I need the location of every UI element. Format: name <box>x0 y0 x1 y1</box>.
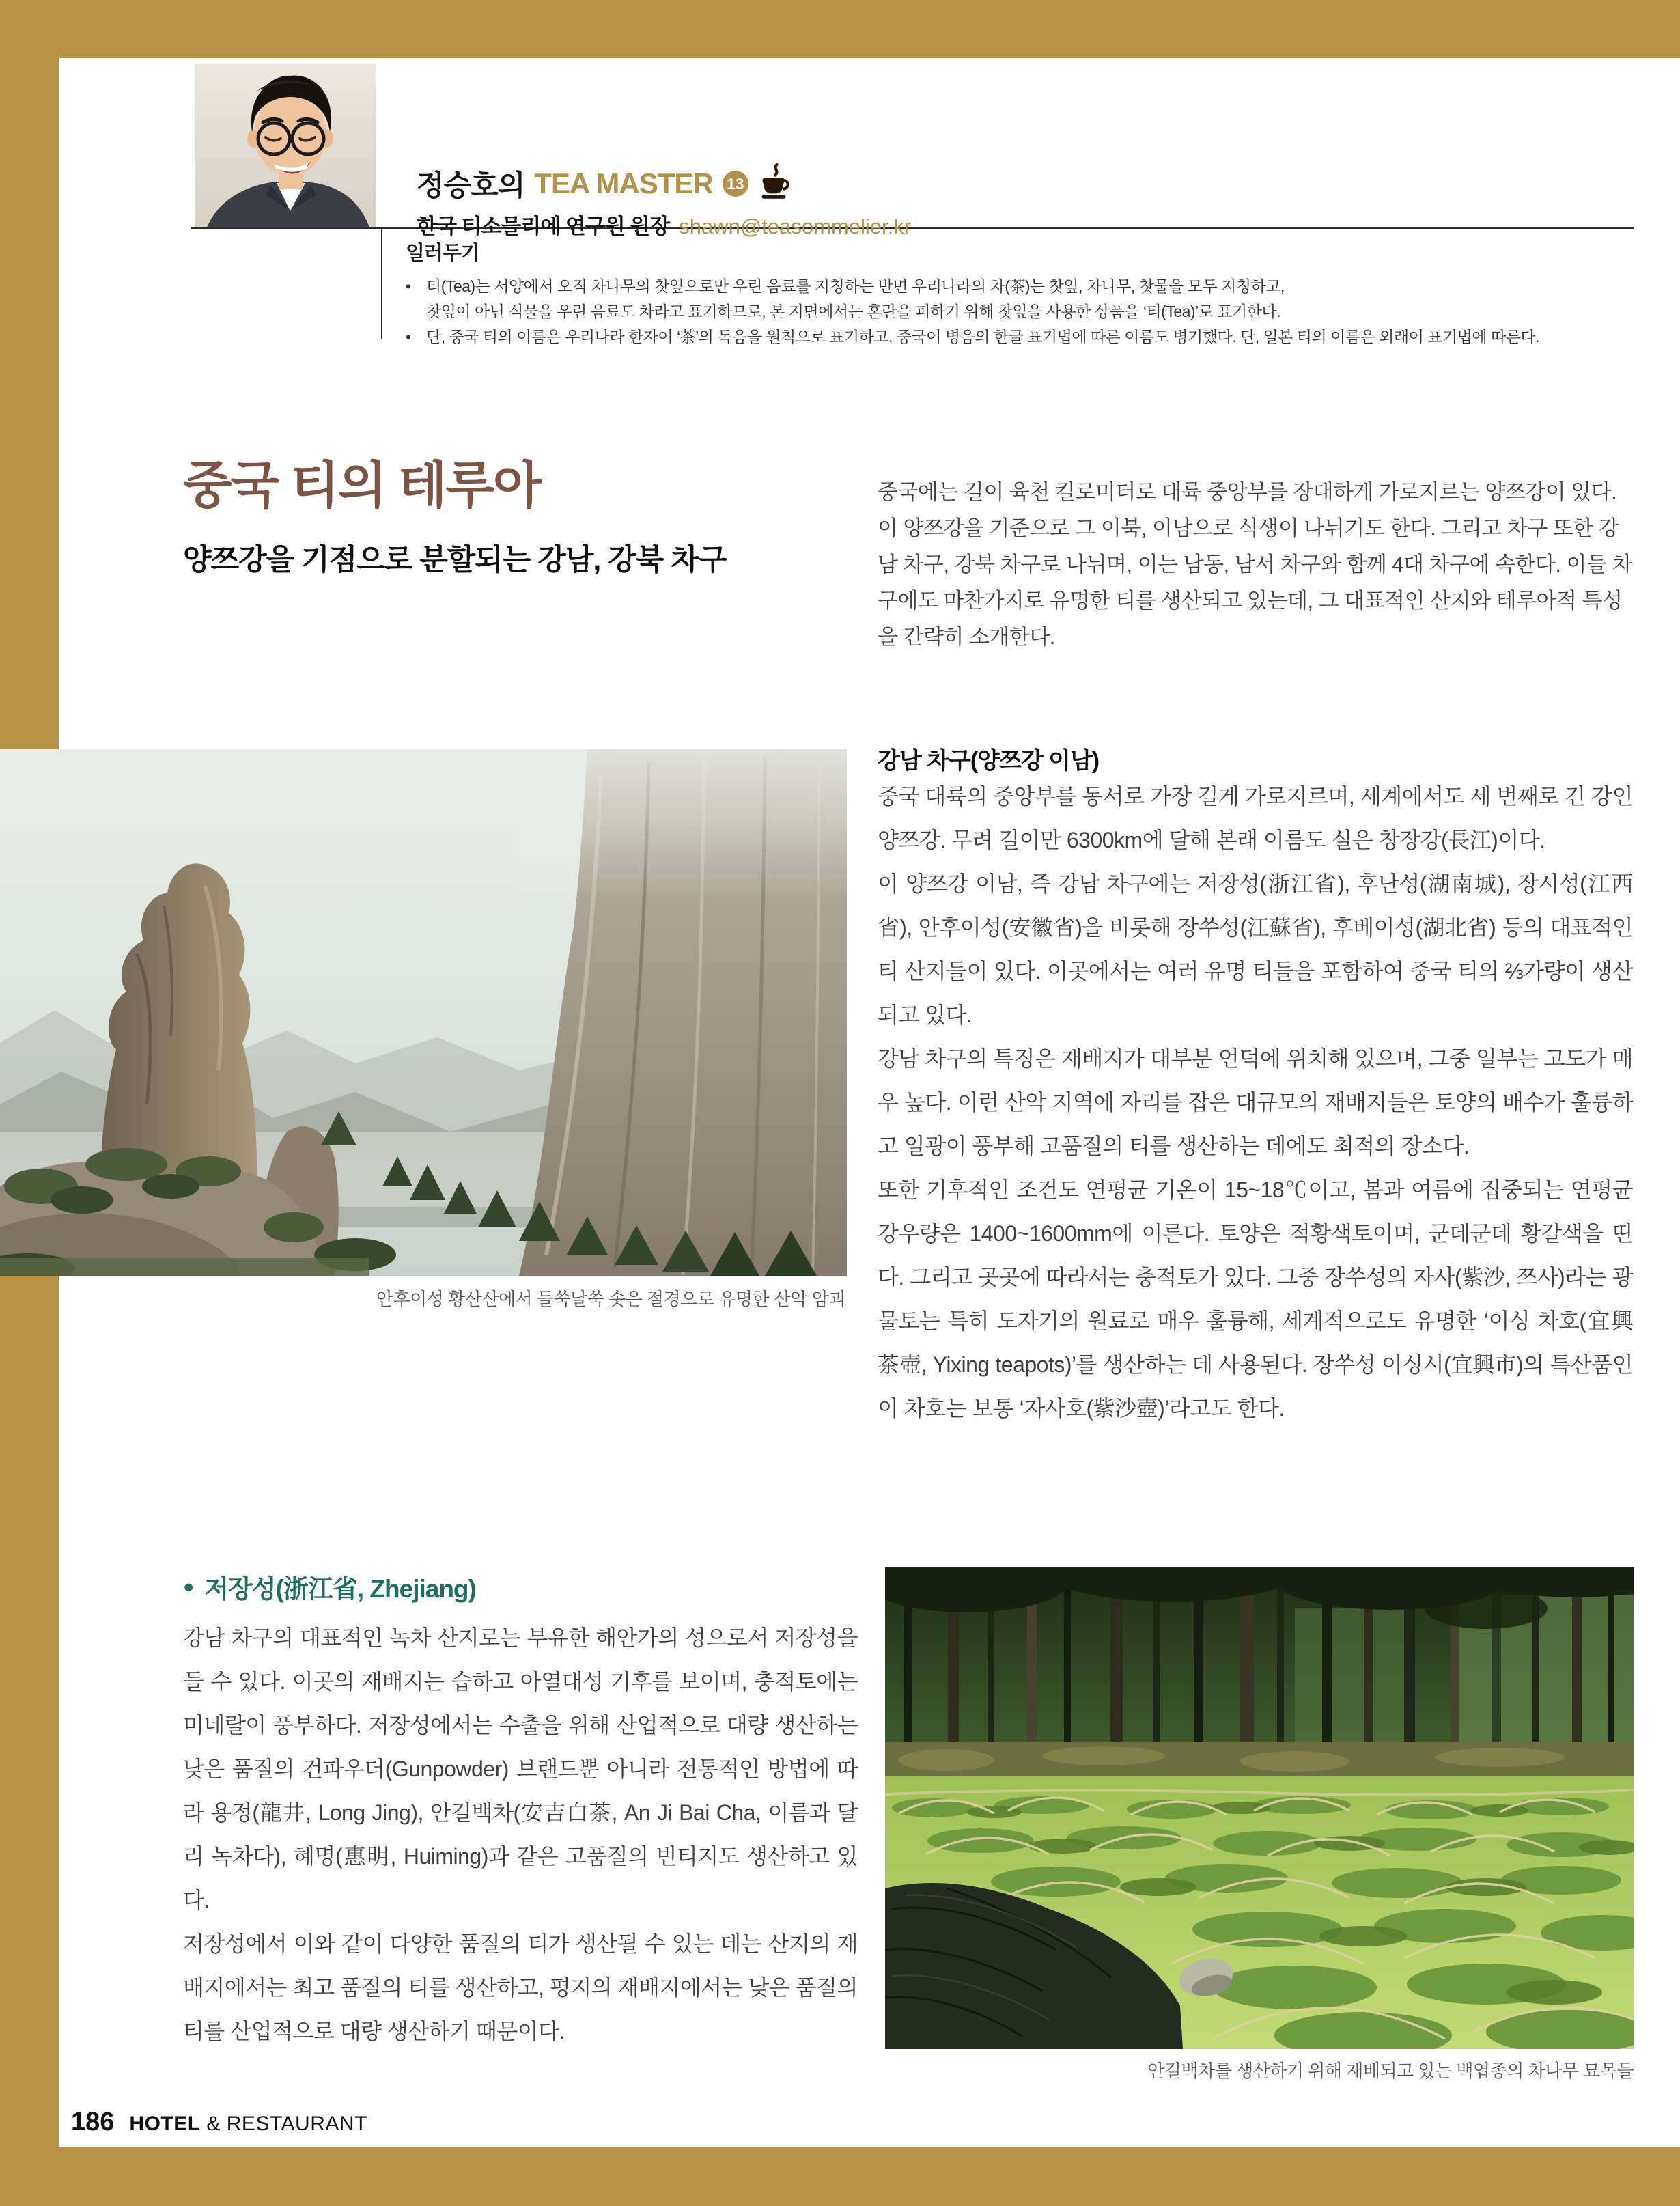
page-number: 186 <box>71 2108 115 2136</box>
notice-item <box>406 324 1635 350</box>
header-divider <box>191 227 1634 229</box>
section-heading-text: 저장성(浙江省, Zhejiang) <box>204 1575 476 1603</box>
series-title: TEA MASTER <box>534 167 713 199</box>
paragraph: 강남 차구의 특징은 재배지가 대부분 언덕에 위치해 있으며, 그중 일부는 고도가 매우 높다. 이런 산악 지역에 자리를 잡은 대규모의 재배지들은 토양의 배수가 훌륭하고 일광이 풍부해 고품질의 티를 생산하는 데에도 최적의 장소다. <box>878 1046 1633 1158</box>
magazine-brand <box>129 2112 367 2136</box>
article-title: 중국 티의 테루아 <box>183 457 541 514</box>
paragraph: 저장성에서 이와 같이 다양한 품질의 티가 생산될 수 있는 데는 산지의 재배지에서는 최고 품질의 티를 생산하고, 평지의 재배지에서는 낮은 품질의 티를 산업적으로 대량 생산하기 때문이다. <box>183 1931 858 2043</box>
author-photo <box>195 64 376 227</box>
notice-item-text: 티(Tea)는 서양에서 오직 차나무의 찻잎으로만 우린 음료를 지칭하는 반면 우리나라의 차(茶)는 찻잎, 차나무, 찻물을 모두 지칭하고, <box>426 277 1285 295</box>
section-body-gangnam <box>878 774 1633 1430</box>
bullet-marker <box>406 299 426 324</box>
header-byline <box>417 164 911 240</box>
notice-item <box>406 274 1635 299</box>
bullet-marker: • <box>406 328 411 346</box>
mountain-photo <box>0 749 847 1276</box>
bullet-dot-icon: ● <box>183 1576 194 1597</box>
section-body-zhejiang <box>183 1616 858 2053</box>
notice-item-text: 찻잎이 아닌 식물을 우린 음료도 차라고 표기하므로, 본 지면에서는 혼란을 피하기 위해 찻잎을 사용한 상품을 ‘티(Tea)’로 표기한다. <box>426 303 1281 320</box>
paragraph: 이 양쯔강 이남, 즉 강남 차구에는 저장성(浙江省), 후난성(湖南城), 장시성(江西省), 안후이성(安徽省)을 비롯해 장쑤성(江蘇省), 후베이성(湖北省) 등의 대표적인 티 산지들이 있다. 이곳에서는 여러 유명 티들을 포함하여 중국 티의 ⅔가량이 생산되고 있다. <box>878 871 1633 1027</box>
coffee-cup-icon <box>758 162 789 200</box>
section-heading-zhejiang <box>183 1568 476 1605</box>
editor-notice <box>406 238 1635 350</box>
notice-left-rule <box>381 229 382 339</box>
paragraph: 강남 차구의 대표적인 녹차 산지로는 부유한 해안가의 성으로서 저장성을 들 수 있다. 이곳의 재배지는 습하고 아열대성 기후를 보이며, 충적토에는 미네랄이 풍부하다. 저장성에서는 수출을 위해 산업적으로 대량 생산하는 낮은 품질의 건파우더(Gunpowder) 브랜드뿐 아니라 전통적인 방법에 따라 용정(龍井, Long Jing), 안길백차(安吉白茶, An Ji Bai Cha, 이름과 달리 녹차다), 혜명(惠明, Huiming)과 같은 고품질의 빈티지도 생산하고 있다. <box>183 1625 858 1912</box>
article-subtitle: 양쯔강을 기점으로 분할되는 강남, 강북 차구 <box>183 544 727 576</box>
notice-heading: 일러두기 <box>406 242 480 264</box>
article-intro: 중국에는 길이 육천 킬로미터로 대륙 중앙부를 장대하게 가로지르는 양쯔강이 있다. 이 양쯔강을 기준으로 그 이북, 이남으로 식생이 나뉘기도 한다. 그리고 차구 또한 강남 차구, 강북 차구로 나뉘며, 이는 남동, 남서 차구와 함께 4대 차구에 속한다. 이들 차구에도 마찬가지로 유명한 티를 생산되고 있는데, 그 대표적인 산지와 테루아적 특성을 간략히 소개한다. <box>878 480 1633 649</box>
notice-item-text: 단, 중국 티의 이름은 우리나라 한자어 ‘茶’의 독음을 원칙으로 표기하고, 중국어 병음의 한글 표기법에 따른 이름도 병기했다. 단, 일본 티의 이름은 외래어 표기법에 따른다. <box>426 328 1540 346</box>
paragraph: 또한 기후적인 조건도 연평균 기온이 15~18℃이고, 봄과 여름에 집중되는 연평균 강우량은 1400~1600mm에 이른다. 토양은 적황색토이며, 군데군데 황갈색을 띤다. 그리고 곳곳에 따라서는 충적토가 있다. 그중 장쑤성의 자사(紫沙, 쯔사)라는 광물토는 특히 도자기의 원료로 매우 훌륭해, 세계적으로도 유명한 ‘이싱 차호(宜興茶壺, Yixing teapots)’를 생산하는 데 사용된다. 장쑤성 이싱시(宜興市)의 특산품인 이 차호는 보통 ‘자사호(紫沙壺)’라고도 한다. <box>878 1177 1633 1421</box>
photo-caption-tea-field: 안길백차를 생산하기 위해 재배되고 있는 백엽종의 차나무 묘목들 <box>1147 2061 1634 2081</box>
author-name: 정승호의 <box>417 169 525 201</box>
top-gold-bar <box>0 0 1680 58</box>
paragraph: 중국 대륙의 중앙부를 동서로 가장 길게 가로지르며, 세계에서도 세 번째로 긴 강인 양쯔강. 무려 길이만 6300km에 달해 본래 이름도 실은 창장강(長江)이다. <box>878 784 1633 852</box>
bottom-gold-bar <box>0 2147 1680 2206</box>
photo-caption-mountain: 안후이성 황산산에서 들쑥날쑥 솟은 절경으로 유명한 산악 암괴 <box>376 1289 845 1309</box>
section-heading-gangnam: 강남 차구(양쯔강 이남) <box>878 748 1100 774</box>
episode-number-badge: 13 <box>723 171 748 197</box>
author-affiliation: 한국 티소믈리에 연구원 원장 <box>417 214 670 238</box>
notice-item <box>406 299 1635 324</box>
author-email: shawn@teasommelier.kr <box>679 214 912 238</box>
brand-rest: & RESTAURANT <box>206 2112 367 2135</box>
page-footer <box>71 2108 367 2137</box>
bullet-marker: • <box>406 277 411 295</box>
tea-field-photo <box>885 1567 1634 2049</box>
brand-bold: HOTEL <box>129 2112 201 2135</box>
